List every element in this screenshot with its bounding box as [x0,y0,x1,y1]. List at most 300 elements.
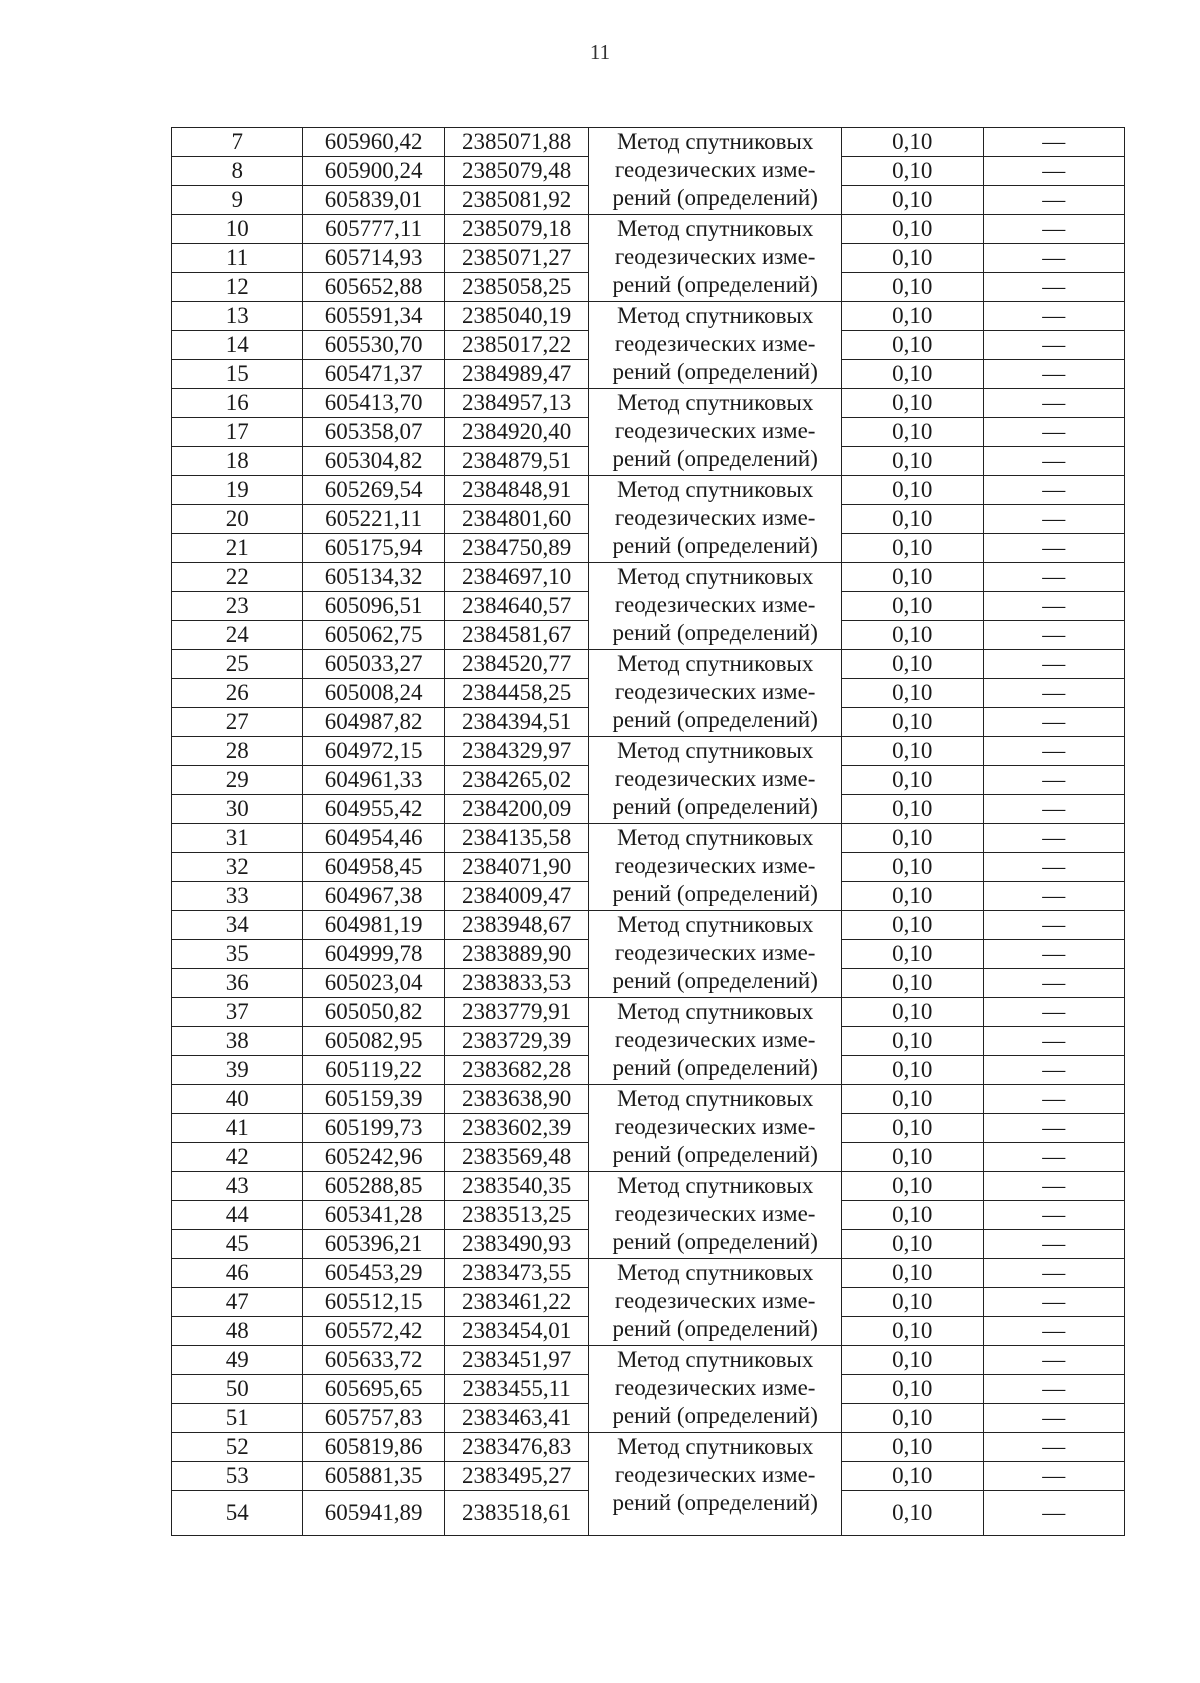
method-cell [589,737,842,824]
x-coordinate-cell: 605757,83 [303,1404,444,1433]
y-coordinate-cell: 2384957,13 [444,389,588,418]
point-number-cell: 14 [172,331,303,360]
point-number-cell: 51 [172,1404,303,1433]
method-text-line: геодезических изме- [614,1375,816,1400]
method-cell [589,302,842,389]
accuracy-cell: 0,10 [842,911,983,940]
dash-cell: — [983,360,1124,389]
accuracy-cell: 0,10 [842,621,983,650]
dash-cell: — [983,447,1124,476]
point-number-cell: 41 [172,1114,303,1143]
accuracy-cell: 0,10 [842,1462,983,1491]
table-row [172,476,1125,505]
accuracy-cell: 0,10 [842,302,983,331]
dash-cell: — [983,1027,1124,1056]
point-number-cell: 30 [172,795,303,824]
x-coordinate-cell: 604967,38 [303,882,444,911]
x-coordinate-cell: 604999,78 [303,940,444,969]
y-coordinate-cell: 2385017,22 [444,331,588,360]
point-number-cell: 48 [172,1317,303,1346]
y-coordinate-cell: 2383476,83 [444,1433,588,1462]
dash-cell: — [983,737,1124,766]
method-cell [589,1346,842,1433]
y-coordinate-cell: 2383518,61 [444,1491,588,1536]
method-cell [589,1172,842,1259]
method-text-line: Метод спутниковых [616,303,814,328]
y-coordinate-cell: 2385071,88 [444,128,588,157]
x-coordinate-cell: 605471,37 [303,360,444,389]
point-number-cell: 18 [172,447,303,476]
x-coordinate-cell: 605288,85 [303,1172,444,1201]
accuracy-cell: 0,10 [842,563,983,592]
dash-cell: — [983,1375,1124,1404]
point-number-cell: 33 [172,882,303,911]
method-text-line: рений (определений) [612,968,818,993]
table-row [172,389,1125,418]
y-coordinate-cell: 2385081,92 [444,186,588,215]
point-number-cell: 46 [172,1259,303,1288]
y-coordinate-cell: 2384200,09 [444,795,588,824]
table-row [172,1085,1125,1114]
y-coordinate-cell: 2383473,55 [444,1259,588,1288]
method-text-line: геодезических изме- [614,679,816,704]
method-text-line: рений (определений) [612,1229,818,1254]
x-coordinate-cell: 605199,73 [303,1114,444,1143]
x-coordinate-cell: 605008,24 [303,679,444,708]
dash-cell: — [983,998,1124,1027]
y-coordinate-cell: 2383833,53 [444,969,588,998]
method-text-line: Метод спутниковых [616,999,814,1024]
method-cell [589,563,842,650]
method-text-line: рений (определений) [612,446,818,471]
point-number-cell: 39 [172,1056,303,1085]
dash-cell: — [983,1491,1124,1536]
x-coordinate-cell: 605396,21 [303,1230,444,1259]
dash-cell: — [983,1085,1124,1114]
coordinates-table [171,127,1125,1536]
dash-cell: — [983,766,1124,795]
point-number-cell: 12 [172,273,303,302]
accuracy-cell: 0,10 [842,1230,983,1259]
x-coordinate-cell: 605530,70 [303,331,444,360]
method-text-line: рений (определений) [612,1055,818,1080]
method-text-line: геодезических изме- [614,157,816,182]
point-number-cell: 47 [172,1288,303,1317]
accuracy-cell: 0,10 [842,215,983,244]
y-coordinate-cell: 2383602,39 [444,1114,588,1143]
method-text-line: Метод спутниковых [616,1173,814,1198]
point-number-cell: 34 [172,911,303,940]
method-text-line: геодезических изме- [614,331,816,356]
accuracy-cell: 0,10 [842,1375,983,1404]
x-coordinate-cell: 605062,75 [303,621,444,650]
method-text-line: рений (определений) [612,359,818,384]
method-cell [589,1433,842,1536]
dash-cell: — [983,882,1124,911]
y-coordinate-cell: 2384329,97 [444,737,588,766]
x-coordinate-cell: 605900,24 [303,157,444,186]
method-text-line: Метод спутниковых [616,738,814,763]
table-row [172,1172,1125,1201]
y-coordinate-cell: 2384581,67 [444,621,588,650]
accuracy-cell: 0,10 [842,1056,983,1085]
x-coordinate-cell: 605413,70 [303,389,444,418]
method-text-line: геодезических изме- [614,1114,816,1139]
x-coordinate-cell: 605960,42 [303,128,444,157]
dash-cell: — [983,1056,1124,1085]
accuracy-cell: 0,10 [842,969,983,998]
dash-cell: — [983,940,1124,969]
method-text-line: рений (определений) [612,272,818,297]
x-coordinate-cell: 605119,22 [303,1056,444,1085]
dash-cell: — [983,505,1124,534]
y-coordinate-cell: 2385058,25 [444,273,588,302]
point-number-cell: 10 [172,215,303,244]
y-coordinate-cell: 2383569,48 [444,1143,588,1172]
method-text-line: Метод спутниковых [616,477,814,502]
point-number-cell: 28 [172,737,303,766]
accuracy-cell: 0,10 [842,360,983,389]
dash-cell: — [983,302,1124,331]
y-coordinate-cell: 2384848,91 [444,476,588,505]
x-coordinate-cell: 605714,93 [303,244,444,273]
accuracy-cell: 0,10 [842,795,983,824]
method-text-line: рений (определений) [612,1490,818,1515]
dash-cell: — [983,157,1124,186]
y-coordinate-cell: 2383540,35 [444,1172,588,1201]
point-number-cell: 36 [172,969,303,998]
x-coordinate-cell: 605175,94 [303,534,444,563]
x-coordinate-cell: 604981,19 [303,911,444,940]
point-number-cell: 37 [172,998,303,1027]
dash-cell: — [983,853,1124,882]
accuracy-cell: 0,10 [842,998,983,1027]
table-row [172,998,1125,1027]
method-text-line: геодезических изме- [614,940,816,965]
dash-cell: — [983,650,1124,679]
method-text-line: геодезических изме- [614,1288,816,1313]
x-coordinate-cell: 605453,29 [303,1259,444,1288]
y-coordinate-cell: 2383638,90 [444,1085,588,1114]
x-coordinate-cell: 605269,54 [303,476,444,505]
method-text-line: рений (определений) [612,1316,818,1341]
x-coordinate-cell: 605941,89 [303,1491,444,1536]
point-number-cell: 43 [172,1172,303,1201]
x-coordinate-cell: 604961,33 [303,766,444,795]
dash-cell: — [983,186,1124,215]
point-number-cell: 20 [172,505,303,534]
dash-cell: — [983,592,1124,621]
accuracy-cell: 0,10 [842,1143,983,1172]
point-number-cell: 40 [172,1085,303,1114]
x-coordinate-cell: 604955,42 [303,795,444,824]
accuracy-cell: 0,10 [842,1027,983,1056]
point-number-cell: 24 [172,621,303,650]
accuracy-cell: 0,10 [842,447,983,476]
y-coordinate-cell: 2383463,41 [444,1404,588,1433]
y-coordinate-cell: 2384801,60 [444,505,588,534]
accuracy-cell: 0,10 [842,1085,983,1114]
method-text-line: рений (определений) [612,707,818,732]
x-coordinate-cell: 605572,42 [303,1317,444,1346]
dash-cell: — [983,215,1124,244]
dash-cell: — [983,331,1124,360]
y-coordinate-cell: 2384697,10 [444,563,588,592]
method-text-line: Метод спутниковых [616,912,814,937]
x-coordinate-cell: 604958,45 [303,853,444,882]
accuracy-cell: 0,10 [842,1288,983,1317]
method-text-line: Метод спутниковых [616,1434,814,1459]
point-number-cell: 7 [172,128,303,157]
y-coordinate-cell: 2383455,11 [444,1375,588,1404]
dash-cell: — [983,969,1124,998]
x-coordinate-cell: 605050,82 [303,998,444,1027]
x-coordinate-cell: 605304,82 [303,447,444,476]
y-coordinate-cell: 2384394,51 [444,708,588,737]
table-row [172,650,1125,679]
method-text-line: геодезических изме- [614,853,816,878]
method-cell [589,911,842,998]
point-number-cell: 25 [172,650,303,679]
point-number-cell: 9 [172,186,303,215]
accuracy-cell: 0,10 [842,331,983,360]
dash-cell: — [983,389,1124,418]
y-coordinate-cell: 2384009,47 [444,882,588,911]
y-coordinate-cell: 2383454,01 [444,1317,588,1346]
method-text-line: Метод спутниковых [616,651,814,676]
point-number-cell: 17 [172,418,303,447]
y-coordinate-cell: 2384520,77 [444,650,588,679]
y-coordinate-cell: 2384265,02 [444,766,588,795]
point-number-cell: 19 [172,476,303,505]
dash-cell: — [983,534,1124,563]
accuracy-cell: 0,10 [842,186,983,215]
accuracy-cell: 0,10 [842,737,983,766]
dash-cell: — [983,1230,1124,1259]
dash-cell: — [983,418,1124,447]
accuracy-cell: 0,10 [842,1201,983,1230]
x-coordinate-cell: 605242,96 [303,1143,444,1172]
x-coordinate-cell: 605512,15 [303,1288,444,1317]
point-number-cell: 52 [172,1433,303,1462]
y-coordinate-cell: 2384920,40 [444,418,588,447]
accuracy-cell: 0,10 [842,679,983,708]
x-coordinate-cell: 605341,28 [303,1201,444,1230]
accuracy-cell: 0,10 [842,1433,983,1462]
x-coordinate-cell: 605819,86 [303,1433,444,1462]
dash-cell: — [983,1259,1124,1288]
x-coordinate-cell: 604987,82 [303,708,444,737]
point-number-cell: 35 [172,940,303,969]
x-coordinate-cell: 604972,15 [303,737,444,766]
y-coordinate-cell: 2383729,39 [444,1027,588,1056]
y-coordinate-cell: 2385040,19 [444,302,588,331]
point-number-cell: 45 [172,1230,303,1259]
x-coordinate-cell: 605633,72 [303,1346,444,1375]
point-number-cell: 38 [172,1027,303,1056]
dash-cell: — [983,128,1124,157]
point-number-cell: 8 [172,157,303,186]
point-number-cell: 44 [172,1201,303,1230]
accuracy-cell: 0,10 [842,592,983,621]
method-cell [589,476,842,563]
dash-cell: — [983,1172,1124,1201]
method-cell [589,650,842,737]
y-coordinate-cell: 2384989,47 [444,360,588,389]
method-text-line: Метод спутниковых [616,390,814,415]
coordinates-table-body [172,128,1125,1536]
point-number-cell: 13 [172,302,303,331]
method-text-line: геодезических изме- [614,1462,816,1487]
y-coordinate-cell: 2383948,67 [444,911,588,940]
accuracy-cell: 0,10 [842,1491,983,1536]
accuracy-cell: 0,10 [842,1317,983,1346]
dash-cell: — [983,273,1124,302]
dash-cell: — [983,1201,1124,1230]
table-row [172,737,1125,766]
method-cell [589,215,842,302]
x-coordinate-cell: 605652,88 [303,273,444,302]
x-coordinate-cell: 605839,01 [303,186,444,215]
accuracy-cell: 0,10 [842,708,983,737]
method-text-line: геодезических изме- [614,505,816,530]
y-coordinate-cell: 2384879,51 [444,447,588,476]
accuracy-cell: 0,10 [842,766,983,795]
accuracy-cell: 0,10 [842,128,983,157]
y-coordinate-cell: 2383682,28 [444,1056,588,1085]
y-coordinate-cell: 2384135,58 [444,824,588,853]
method-text-line: Метод спутниковых [616,1260,814,1285]
accuracy-cell: 0,10 [842,389,983,418]
dash-cell: — [983,1462,1124,1491]
accuracy-cell: 0,10 [842,1172,983,1201]
y-coordinate-cell: 2384640,57 [444,592,588,621]
accuracy-cell: 0,10 [842,273,983,302]
x-coordinate-cell: 605695,65 [303,1375,444,1404]
x-coordinate-cell: 605159,39 [303,1085,444,1114]
dash-cell: — [983,1288,1124,1317]
dash-cell: — [983,621,1124,650]
x-coordinate-cell: 605134,32 [303,563,444,592]
accuracy-cell: 0,10 [842,157,983,186]
y-coordinate-cell: 2384071,90 [444,853,588,882]
point-number-cell: 50 [172,1375,303,1404]
accuracy-cell: 0,10 [842,940,983,969]
point-number-cell: 21 [172,534,303,563]
dash-cell: — [983,911,1124,940]
point-number-cell: 53 [172,1462,303,1491]
method-text-line: геодезических изме- [614,1201,816,1226]
method-text-line: рений (определений) [612,881,818,906]
point-number-cell: 32 [172,853,303,882]
method-text-line: геодезических изме- [614,766,816,791]
point-number-cell: 16 [172,389,303,418]
method-cell [589,824,842,911]
x-coordinate-cell: 605881,35 [303,1462,444,1491]
accuracy-cell: 0,10 [842,1346,983,1375]
x-coordinate-cell: 605777,11 [303,215,444,244]
dash-cell: — [983,1433,1124,1462]
accuracy-cell: 0,10 [842,1259,983,1288]
table-row [172,1433,1125,1462]
y-coordinate-cell: 2383513,25 [444,1201,588,1230]
method-cell [589,998,842,1085]
dash-cell: — [983,1317,1124,1346]
method-text-line: рений (определений) [612,620,818,645]
point-number-cell: 42 [172,1143,303,1172]
x-coordinate-cell: 605033,27 [303,650,444,679]
table-row [172,824,1125,853]
y-coordinate-cell: 2383451,97 [444,1346,588,1375]
point-number-cell: 29 [172,766,303,795]
dash-cell: — [983,708,1124,737]
accuracy-cell: 0,10 [842,505,983,534]
y-coordinate-cell: 2383461,22 [444,1288,588,1317]
point-number-cell: 23 [172,592,303,621]
point-number-cell: 26 [172,679,303,708]
page-number: 11 [589,40,611,64]
accuracy-cell: 0,10 [842,824,983,853]
method-text-line: рений (определений) [612,185,818,210]
method-cell [589,128,842,215]
point-number-cell: 11 [172,244,303,273]
method-text-line: Метод спутниковых [616,129,814,154]
point-number-cell: 49 [172,1346,303,1375]
table-row [172,128,1125,157]
method-cell [589,1085,842,1172]
accuracy-cell: 0,10 [842,650,983,679]
y-coordinate-cell: 2383490,93 [444,1230,588,1259]
x-coordinate-cell: 604954,46 [303,824,444,853]
point-number-cell: 54 [172,1491,303,1536]
table-row [172,215,1125,244]
point-number-cell: 31 [172,824,303,853]
table-row [172,1346,1125,1375]
table-row [172,1259,1125,1288]
y-coordinate-cell: 2385079,48 [444,157,588,186]
method-text-line: рений (определений) [612,1142,818,1167]
method-cell [589,389,842,476]
method-text-line: геодезических изме- [614,592,816,617]
accuracy-cell: 0,10 [842,418,983,447]
dash-cell: — [983,1143,1124,1172]
method-text-line: Метод спутниковых [616,216,814,241]
table-row [172,911,1125,940]
dash-cell: — [983,1114,1124,1143]
method-text-line: геодезических изме- [614,418,816,443]
method-text-line: Метод спутниковых [616,1086,814,1111]
accuracy-cell: 0,10 [842,853,983,882]
y-coordinate-cell: 2385071,27 [444,244,588,273]
point-number-cell: 27 [172,708,303,737]
method-text-line: Метод спутниковых [616,825,814,850]
accuracy-cell: 0,10 [842,1404,983,1433]
x-coordinate-cell: 605358,07 [303,418,444,447]
table-row [172,302,1125,331]
accuracy-cell: 0,10 [842,882,983,911]
x-coordinate-cell: 605096,51 [303,592,444,621]
method-text-line: геодезических изме- [614,244,816,269]
point-number-cell: 15 [172,360,303,389]
dash-cell: — [983,1404,1124,1433]
x-coordinate-cell: 605221,11 [303,505,444,534]
y-coordinate-cell: 2383779,91 [444,998,588,1027]
dash-cell: — [983,1346,1124,1375]
x-coordinate-cell: 605023,04 [303,969,444,998]
method-text-line: рений (определений) [612,533,818,558]
y-coordinate-cell: 2384750,89 [444,534,588,563]
method-cell [589,1259,842,1346]
